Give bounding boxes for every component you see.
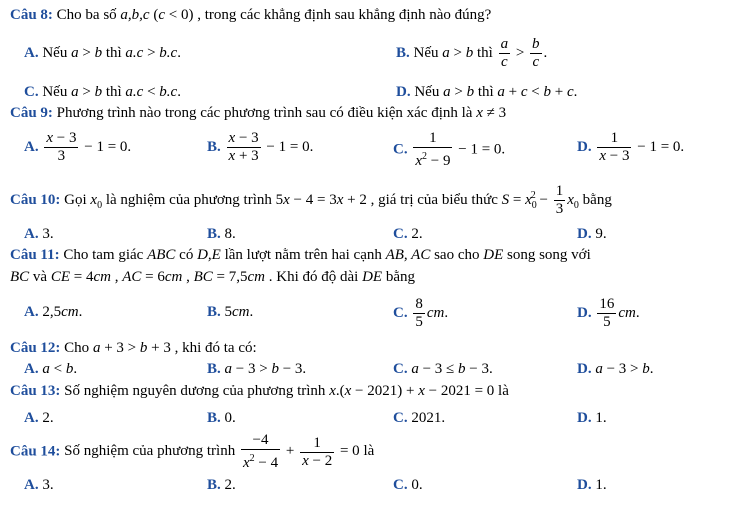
option-14c[interactable]: C. 0.	[393, 477, 423, 493]
option-12a[interactable]: A. a < b.	[24, 361, 78, 377]
option-11d[interactable]: D. $\frac{16}{5}$ cm.	[577, 296, 640, 330]
option-9b[interactable]: B. $\frac{x - 3}{x + 3}$ − 1 = 0.	[207, 130, 314, 164]
option-13c[interactable]: C. 2021.	[393, 410, 446, 426]
question-11	[10, 247, 735, 264]
option-12d[interactable]: D. a − 3 > b.	[577, 361, 654, 377]
option-12c[interactable]: C. a − 3 ≤ b − 3.	[393, 361, 493, 377]
option-11c[interactable]: C. $\frac{8}{5}$ cm.	[393, 296, 449, 330]
option-13a[interactable]: A. 2.	[24, 410, 54, 426]
option-12b[interactable]: B. a − 3 > b − 3.	[207, 361, 307, 377]
question-text: Cho tam giác ABC có D,E lần lượt nằm trên hai cạnh AB, AC sao cho DE song song với	[63, 247, 591, 263]
option-14a[interactable]: A. 3.	[24, 477, 54, 493]
question-12	[10, 340, 735, 357]
option-8a[interactable]: A. Nếu a > b thì a.c > b.c.	[24, 45, 181, 61]
question-label: Câu 8:	[10, 7, 53, 23]
option-9a[interactable]: A. $\frac{x - 3}{3}$ − 1 = 0.	[24, 130, 132, 164]
option-8c[interactable]: C. Nếu a > b thì a.c < b.c.	[24, 84, 181, 100]
option-8b[interactable]: B. Nếu a > b thì $\frac{a}{c}$ > $\frac{b}{c}$ .	[396, 36, 548, 70]
question-label: Câu 11:	[10, 247, 60, 263]
option-10d[interactable]: D. 9.	[577, 226, 607, 242]
question-9	[10, 105, 735, 122]
option-14b[interactable]: B. 2.	[207, 477, 236, 493]
question-text: Số nghiệm của phương trình $\frac{-4}{x^2 - 4}$ + $\frac{1}{x - 2}$ = 0 là	[64, 432, 375, 471]
question-text: Số nghiệm nguyên dương của phương trình x.(x − 2021) + x − 2021 = 0 là	[64, 383, 509, 399]
question-11-line-2: BC và CE = 4cm , AC = 6cm , BC = 7,5cm . Khi đó độ dài DE bằng	[10, 269, 416, 285]
question-text: Phương trình nào trong các phương trình sau có điều kiện xác định là x ≠ 3	[56, 105, 507, 121]
question-13	[10, 383, 735, 400]
question-label: Câu 10:	[10, 191, 61, 208]
option-13d[interactable]: D. 1.	[577, 410, 607, 426]
option-10c[interactable]: C. 2.	[393, 226, 423, 242]
question-label: Câu 9:	[10, 105, 53, 121]
option-9c[interactable]: C. $\frac{1}{x^2 - 9}$ − 1 = 0.	[393, 130, 506, 169]
question-14	[10, 432, 735, 472]
question-label: Câu 14:	[10, 443, 61, 460]
question-8	[10, 7, 735, 24]
question-text: Cho a + 3 > b + 3 , khi đó ta có:	[64, 340, 257, 356]
option-13b[interactable]: B. 0.	[207, 410, 236, 426]
option-11b[interactable]: B. 5cm.	[207, 304, 254, 320]
option-10a[interactable]: A. 3.	[24, 226, 54, 242]
question-10	[10, 183, 735, 218]
option-9d[interactable]: D. $\frac{1}{x - 3}$ − 1 = 0.	[577, 130, 685, 164]
question-text: Cho ba số a,b,c (c < 0) , trong các khẳng định sau khẳng định nào đúng?	[56, 7, 492, 23]
option-10b[interactable]: B. 8.	[207, 226, 236, 242]
option-14d[interactable]: D. 1.	[577, 477, 607, 493]
option-11a[interactable]: A. 2,5cm.	[24, 304, 83, 320]
question-label: Câu 12:	[10, 340, 61, 356]
question-label: Câu 13:	[10, 383, 61, 399]
option-8d[interactable]: D. Nếu a > b thì a + c < b + c.	[396, 84, 578, 100]
question-text: Gọi $x_0$ là nghiệm của phương trình 5x − 4 = 3x + 2 , giá trị của biểu thức $S = x_0^2$ − $\frac{1}{3}$ $x_0$ bằng	[64, 183, 612, 217]
